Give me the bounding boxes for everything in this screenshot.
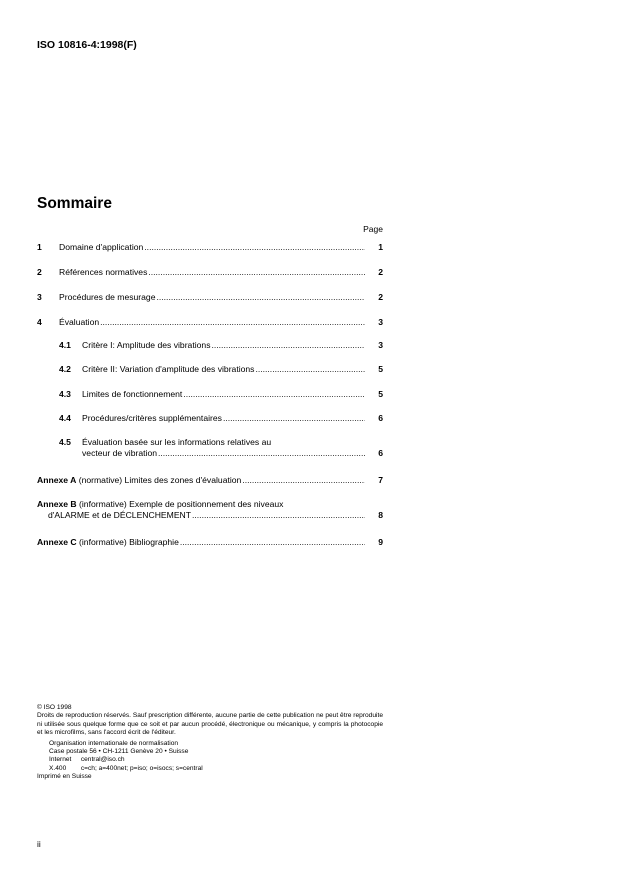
annex-label: Annexe A [37, 475, 77, 485]
annex-title: (informative) Bibliographie [79, 537, 179, 547]
toc-entry-4-2[interactable] [37, 364, 383, 375]
annex-label: Annexe B [37, 499, 77, 509]
annex-title: (normative) Limites des zones d'évaluation [78, 475, 242, 485]
toc-entry-4[interactable] [37, 317, 383, 328]
dot-leader [158, 448, 365, 459]
page-number: 1 [378, 242, 383, 252]
page-number: 2 [378, 267, 383, 277]
printed-in: Imprimé en Suisse [37, 773, 92, 781]
page-number: 3 [378, 317, 383, 327]
copyright-line: © ISO 1998 [37, 704, 72, 711]
subsection-title-line2: vecteur de vibration [82, 448, 157, 458]
dot-leader [157, 292, 366, 303]
subsection-title-line1: Évaluation basée sur les informations relatives au [82, 437, 272, 447]
page-column-label: Page [363, 224, 383, 234]
annex-title-line2: d'ALARME et de DÉCLENCHEMENT [48, 510, 192, 520]
page-number-footer: ii [37, 839, 41, 849]
toc-annex-c[interactable] [37, 537, 383, 548]
page-number: 6 [378, 448, 383, 458]
internet-value[interactable]: central@iso.ch [80, 756, 125, 764]
dot-leader [100, 317, 365, 328]
copyright-notice: Droits de reproduction réservés. Sauf prescription différente, aucune partie de cette publication ne peut être reproduite ni utilisée sous quelque forme que ce soit et par aucun procédé, électronique ou mécanique, y compris la photocopie et les microfilms, sans l'accord écrit de l'éditeur. [37, 712, 383, 737]
internet-line [49, 756, 383, 764]
dot-leader [183, 389, 365, 400]
section-title: Évaluation [59, 317, 100, 327]
page-number: 9 [378, 537, 383, 547]
toc-annex-b[interactable] [37, 499, 383, 521]
page-number: 2 [378, 292, 383, 302]
dot-leader [148, 267, 365, 278]
page-number: 5 [378, 364, 383, 374]
x400-line [49, 765, 383, 773]
dot-leader [180, 537, 365, 548]
dot-leader [212, 340, 366, 351]
subsection-title: Procédures/critères supplémentaires [82, 413, 222, 423]
page-number: 8 [378, 510, 383, 520]
toc-entry-4-4[interactable] [37, 413, 383, 424]
section-title: Procédures de mesurage [59, 292, 156, 302]
dot-leader [192, 510, 365, 521]
annex-title-line1: (informative) Exemple de positionnement des niveaux [79, 499, 284, 509]
toc-entry-4-5[interactable] [37, 437, 383, 459]
section-number: 4 [37, 317, 42, 327]
page-number: 3 [378, 340, 383, 350]
postal-address: Case postale 56 • CH-1211 Genève 20 • Suisse [49, 748, 189, 756]
subsection-number: 4.2 [59, 364, 71, 374]
section-title: Domaine d'application [59, 242, 144, 252]
x400-value: c=ch; a=400net; p=iso; o=isocs; s=central [80, 764, 203, 772]
dot-leader [255, 364, 365, 375]
x400-label: X.400 [49, 764, 67, 772]
subsection-title: Critère II: Variation d'amplitude des vibrations [82, 364, 255, 374]
section-number: 3 [37, 292, 42, 302]
page-number: 5 [378, 389, 383, 399]
page-number: 7 [378, 475, 383, 485]
subsection-number: 4.3 [59, 389, 71, 399]
subsection-number: 4.4 [59, 413, 71, 423]
toc-entry-2[interactable] [37, 267, 383, 278]
section-number: 2 [37, 267, 42, 277]
dot-leader [144, 242, 365, 253]
subsection-number: 4.5 [59, 437, 71, 447]
subsection-number: 4.1 [59, 340, 71, 350]
subsection-title: Limites de fonctionnement [82, 389, 183, 399]
toc-entry-1[interactable] [37, 242, 383, 253]
internet-label: Internet [49, 756, 72, 764]
org-name: Organisation internationale de normalisation [49, 739, 179, 747]
subsection-title: Critère I: Amplitude des vibrations [82, 340, 211, 350]
section-number: 1 [37, 242, 42, 252]
toc-entry-3[interactable] [37, 292, 383, 303]
copyright-block [37, 704, 383, 782]
toc-entry-4-3[interactable] [37, 389, 383, 400]
document-id: ISO 10816-4:1998(F) [37, 39, 137, 51]
dot-leader [223, 413, 365, 424]
annex-label: Annexe C [37, 537, 77, 547]
dot-leader [242, 475, 365, 486]
page-title: Sommaire [37, 195, 112, 212]
page-number: 6 [378, 413, 383, 423]
toc-entry-4-1[interactable] [37, 340, 383, 351]
toc-annex-a[interactable] [37, 475, 383, 486]
section-title: Références normatives [59, 267, 148, 277]
